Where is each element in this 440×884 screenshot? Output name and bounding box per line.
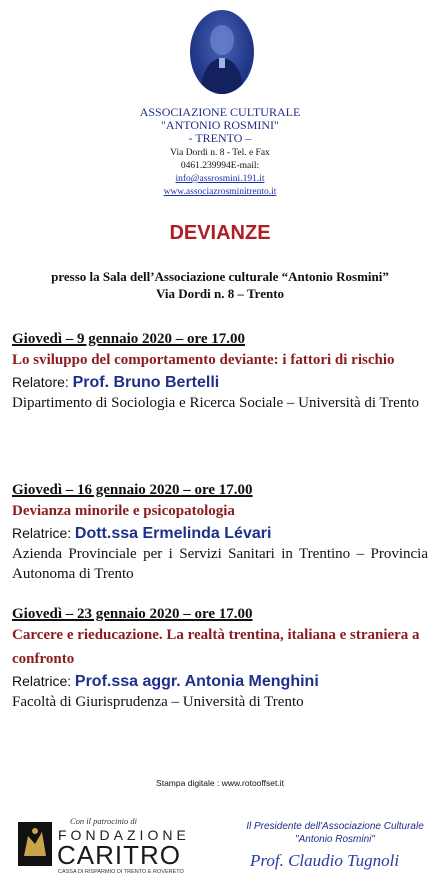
portrait-medallion-icon bbox=[190, 10, 254, 94]
print-credit: Stampa digitale : www.rotooffset.it bbox=[156, 778, 284, 788]
president-signature: Prof. Claudio Tugnoli bbox=[250, 851, 400, 870]
event-3 bbox=[12, 606, 428, 712]
event-talk-title: Lo sviluppo del comportamento deviante: i fattori di rischio bbox=[12, 352, 395, 368]
event-affiliation: Facoltà di Giurisprudenza – Università di Trento bbox=[12, 694, 304, 710]
event-speaker bbox=[12, 372, 428, 393]
assoc-address: Via Dordi n. 8 - Tel. e Fax bbox=[170, 148, 270, 158]
event-affiliation: Dipartimento di Sociologia e Ricerca Sociale – Università di Trento bbox=[12, 395, 419, 411]
fondazione-word: FONDAZIONE bbox=[58, 827, 190, 843]
cassa-subtitle: CASSA DI RISPARMIO DI TRENTO E ROVERETO bbox=[58, 869, 184, 875]
speaker-name: Dott.ssa Ermelinda Lévari bbox=[74, 525, 272, 542]
event-date: Giovedì – 16 gennaio 2020 – ore 17.00 bbox=[12, 482, 253, 498]
assoc-website-link[interactable]: www.associazrosminitrento.it bbox=[163, 187, 277, 197]
president-title-line1: Il Presidente dell'Associazione Culturale bbox=[246, 821, 424, 832]
speaker-name: Prof. Bruno Bertelli bbox=[72, 374, 220, 391]
event-date: Giovedì – 23 gennaio 2020 – ore 17.00 bbox=[12, 606, 253, 622]
president-title-line2: "Antonio Rosmini" bbox=[295, 834, 375, 845]
speaker-label: Relatrice: bbox=[12, 525, 72, 541]
assoc-email-link[interactable]: info@assrosmini.191.it bbox=[175, 174, 265, 184]
event-affiliation: Azienda Provinciale per i Servizi Sanitari in Trentino – Provincia Autonoma di Trento bbox=[12, 546, 428, 582]
assoc-phone: 0461.239994E-mail: bbox=[180, 161, 260, 171]
assoc-name-line2: "ANTONIO ROSMINI" bbox=[161, 118, 279, 132]
event-1 bbox=[12, 331, 428, 413]
venue-line2: Via Dordi n. 8 – Trento bbox=[155, 286, 285, 301]
event-speaker bbox=[12, 671, 428, 692]
caritro-word: CARITRO bbox=[57, 840, 181, 870]
fondazione-caritro-logo-icon bbox=[18, 822, 52, 866]
patronage-label: Con il patrocinio di bbox=[70, 816, 137, 826]
event-speaker bbox=[12, 523, 428, 544]
event-talk-title: Devianza minorile e psicopatologia bbox=[12, 503, 235, 519]
assoc-name-line1: ASSOCIAZIONE CULTURALE bbox=[139, 105, 301, 119]
speaker-name: Prof.ssa aggr. Antonia Menghini bbox=[74, 673, 319, 690]
speaker-label: Relatore: bbox=[12, 374, 69, 390]
assoc-city: - TRENTO – bbox=[188, 131, 252, 145]
speaker-label: Relatrice: bbox=[12, 673, 72, 689]
event-2 bbox=[12, 482, 428, 584]
page-title: DEVIANZE bbox=[169, 222, 271, 244]
event-talk-title: Carcere e rieducazione. La realtà trentina, italiana e straniera a confronto bbox=[12, 627, 420, 667]
venue-line1: presso la Sala dell’Associazione culturale “Antonio Rosmini” bbox=[51, 269, 389, 284]
event-date: Giovedì – 9 gennaio 2020 – ore 17.00 bbox=[12, 331, 246, 347]
